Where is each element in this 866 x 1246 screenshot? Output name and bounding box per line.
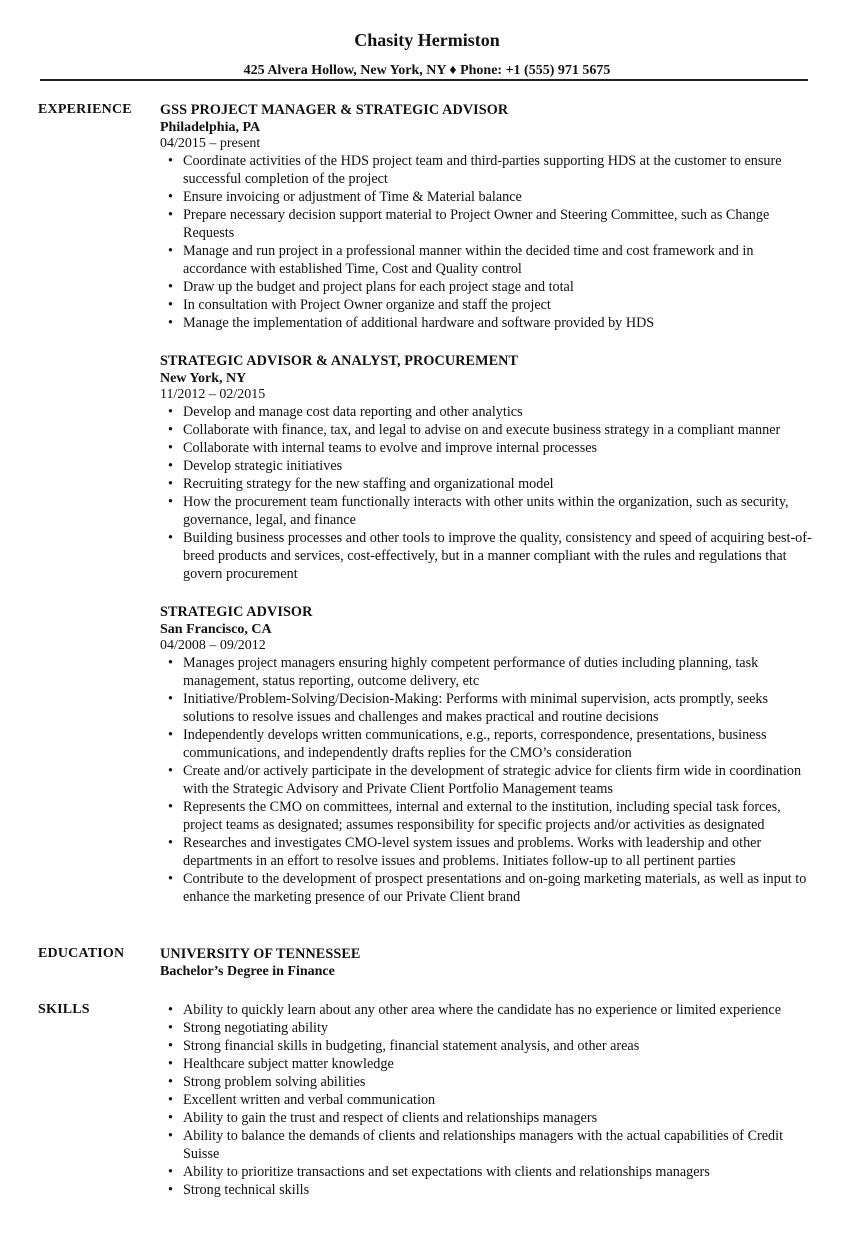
candidate-name: Chasity Hermiston bbox=[354, 30, 500, 50]
job-title: STRATEGIC ADVISOR bbox=[160, 604, 313, 620]
job-dates: 11/2012 – 02/2015 bbox=[160, 387, 266, 402]
bullet-item: • Manage and run project in a professional manner within the decided time and cost framework and in accordance with established Time, Cost and Quality control bbox=[183, 242, 820, 278]
degree: Bachelor’s Degree in Finance bbox=[160, 964, 335, 979]
job-location: Philadelphia, PA bbox=[160, 120, 261, 135]
skill-item: • Ability to quickly learn about any other area where the candidate has no experience or limited experience bbox=[183, 1001, 820, 1019]
bullet-item: • Building business processes and other tools to improve the quality, consistency and speed of acquiring best-of-breed products and services, cost-effectively, but in a manner compliant with the rules and regulations that govern procurement bbox=[183, 529, 820, 583]
skill-item: • Strong financial skills in budgeting, financial statement analysis, and other areas bbox=[183, 1037, 820, 1055]
bullet-item: • Prepare necessary decision support material to Project Owner and Steering Committee, such as Change Requests bbox=[183, 206, 820, 242]
job-dates: 04/2015 – present bbox=[160, 136, 261, 151]
job-location: San Francisco, CA bbox=[160, 622, 272, 637]
contact-line: 425 Alvera Hollow, New York, NY ♦ Phone: +1 (555) 971 5675 bbox=[243, 63, 611, 78]
bullet-item: • Manage the implementation of additional hardware and software provided by HDS bbox=[183, 314, 820, 332]
experience-body bbox=[160, 101, 820, 926]
section-label-experience: EXPERIENCE bbox=[38, 102, 132, 117]
bullet-item: • Develop strategic initiatives bbox=[183, 457, 820, 475]
section-label-skills: SKILLS bbox=[38, 1002, 90, 1017]
header-divider bbox=[40, 79, 808, 81]
skill-item: • Strong negotiating ability bbox=[183, 1019, 820, 1037]
job-bullets bbox=[160, 403, 820, 583]
bullet-item: • Collaborate with finance, tax, and legal to advise on and execute business strategy in a compliant manner bbox=[183, 421, 820, 439]
job-bullets bbox=[160, 654, 820, 906]
bullet-item: • Manages project managers ensuring highly competent performance of duties including planning, task management, status reporting, outcome delivery, etc bbox=[183, 654, 820, 690]
skill-item: • Ability to balance the demands of clients and relationships managers with the actual capabilities of Credit Suisse bbox=[183, 1127, 820, 1163]
bullet-item: • Researches and investigates CMO-level system issues and problems. Works with leadership and other departments in an effort to resolve issues and problems. Initiates follow-up to all pertinent parties bbox=[183, 834, 820, 870]
job-entry bbox=[160, 101, 820, 332]
education-body bbox=[160, 945, 820, 980]
job-title: GSS PROJECT MANAGER & STRATEGIC ADVISOR bbox=[160, 102, 509, 118]
bullet-item: • Recruiting strategy for the new staffing and organizational model bbox=[183, 475, 820, 493]
bullet-item: • Develop and manage cost data reporting and other analytics bbox=[183, 403, 820, 421]
job-bullets bbox=[160, 152, 820, 332]
skill-item: • Excellent written and verbal communication bbox=[183, 1091, 820, 1109]
bullet-item: • Represents the CMO on committees, internal and external to the institution, including special task forces, project teams as designated; assumes responsibility for specific projects and/or activities as designated bbox=[183, 798, 820, 834]
job-entry bbox=[160, 603, 820, 906]
skill-item: • Strong technical skills bbox=[183, 1181, 820, 1199]
bullet-item: • How the procurement team functionally interacts with other units within the organization, such as security, governance, legal, and finance bbox=[183, 493, 820, 529]
resume-header bbox=[0, 28, 866, 80]
skill-item: • Healthcare subject matter knowledge bbox=[183, 1055, 820, 1073]
bullet-item: • Collaborate with internal teams to evolve and improve internal processes bbox=[183, 439, 820, 457]
skill-item: • Strong problem solving abilities bbox=[183, 1073, 820, 1091]
job-dates: 04/2008 – 09/2012 bbox=[160, 638, 266, 653]
section-label-education: EDUCATION bbox=[38, 946, 125, 961]
job-entry bbox=[160, 352, 820, 583]
bullet-item: • Draw up the budget and project plans for each project stage and total bbox=[183, 278, 820, 296]
bullet-item: • Coordinate activities of the HDS project team and third-parties supporting HDS at the customer to ensure successful completion of the project bbox=[183, 152, 820, 188]
bullet-item: • In consultation with Project Owner organize and staff the project bbox=[183, 296, 820, 314]
bullet-item: • Create and/or actively participate in the development of strategic advice for clients firm wide in coordination with the Strategic Advisory and Private Client Portfolio Management teams bbox=[183, 762, 820, 798]
skill-item: • Ability to gain the trust and respect of clients and relationships managers bbox=[183, 1109, 820, 1127]
bullet-item: • Contribute to the development of prospect presentations and on-going marketing materials, as well as input to enhance the marketing presence of our Private Client brand bbox=[183, 870, 820, 906]
school-name: UNIVERSITY OF TENNESSEE bbox=[160, 946, 361, 962]
bullet-item: • Independently develops written communications, e.g., reports, correspondence, presentations, business communications, and independently drafts replies for the CMO’s consideration bbox=[183, 726, 820, 762]
job-title: STRATEGIC ADVISOR & ANALYST, PROCUREMENT bbox=[160, 353, 519, 369]
job-location: New York, NY bbox=[160, 371, 247, 386]
bullet-item: • Ensure invoicing or adjustment of Time & Material balance bbox=[183, 188, 820, 206]
skill-item: • Ability to prioritize transactions and set expectations with clients and relationships managers bbox=[183, 1163, 820, 1181]
bullet-item: • Initiative/Problem-Solving/Decision-Making: Performs with minimal supervision, acts promptly, seeks solutions to resolve issues and challenges and makes practical and routine decisions bbox=[183, 690, 820, 726]
skills-body bbox=[160, 1001, 820, 1199]
skills-list bbox=[160, 1001, 820, 1199]
